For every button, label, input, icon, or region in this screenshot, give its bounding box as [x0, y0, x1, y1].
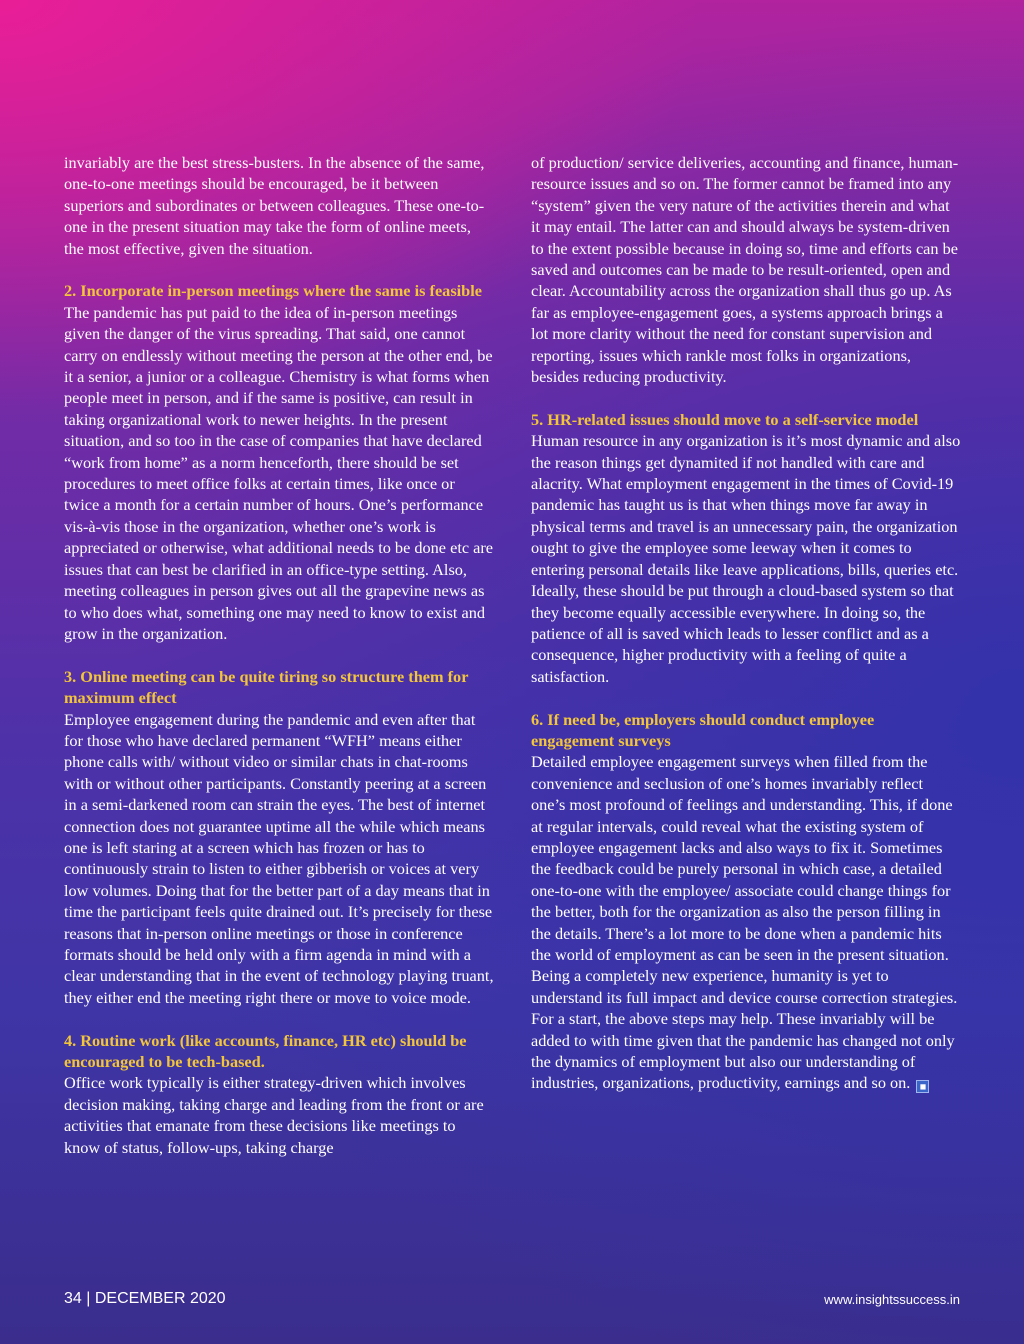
paragraph-intro: invariably are the best stress-busters. In the absence of the same, one-to-one meetings should be encouraged, be it between superiors and subordinates or between colleagues. These one-to-one in the present situation may take the form of online meets, the most effective, given the situation. [64, 153, 485, 258]
paragraph-point-5: Human resource in any organization is it’s most dynamic and also the reason things get dynamited if not handled with care and alacrity. What employment engagement in the times of Covid-19 pandemic has taught us is that when things move far away in physical terms and travel is an unnecessary pain, the organization ought to give the employee some leeway when it comes to entering personal details like leave applications, bills, queries etc. Ideally, these should be put through a cloud-based system so that they become equally accessible everywhere. In doing so, the patience of all is saved which leads to lesser conflict and as a consequence, higher productivity with a feeling of quite a satisfaction. [531, 431, 961, 686]
heading-point-6: 6. If need be, employers should conduct employee engagement surveys [531, 709, 875, 750]
left-column [64, 152, 494, 1158]
heading-point-3: 3. Online meeting can be quite tiring so structure them for maximum effect [64, 666, 469, 708]
paragraph-continued: of production/ service deliveries, accounting and finance, human-resource issues and so on. The former cannot be framed into any “system” given the very nature of the activities therein and what it may entail. The latter can and should always be system-driven to the extent possible because in doing so, time and efforts can be saved and outcomes can be made to be result-oriented, open and clear. Accountability across the organization shall thus go up. As far as employee-engagement goes, a systems approach brings a lot more clarity without the need for constant supervision and reporting, issues which rankle most folks in organizations, besides reducing productivity. [531, 153, 959, 387]
paragraph-point-3: Employee engagement during the pandemic and even after that for those who have declared permanent “WFH” means either phone calls with/ without video or similar chats in chat-rooms with or without other participants. Constantly peering at a screen in a semi-darkened room can strain the eyes. The best of internet connection does not guarantee uptime all the while which means one is left staring at a screen which has frozen or has to continuously strain to listen to either gibberish or voices at very low volumes. Doing that for the better part of a day means that in time the participant feels quite drained out. It’s precisely for these reasons that in-person online meetings or those in conference formats should be held only with a firm agenda in mind with a clear understanding that in the event of technology playing truant, they either end the meeting right there or move to voice mode. [64, 709, 494, 1007]
paragraph-point-4: Office work typically is either strategy-driven which involves decision making, taking charge and leading from the front or are activities that emanate from these decisions like meetings to know of status, follow-ups, taking charge [64, 1073, 484, 1157]
paragraph-point-2: The pandemic has put paid to the idea of in-person meetings given the danger of the virus spreading. That said, one cannot carry on endlessly without meeting the person at the other end, be it a senior, a junior or a colleague. Chemistry is what forms when people meet in person, and if the same is positive, can result in taking organizational work to newer heights. In the present situation, and so too in the case of companies that have declared “work from home” as a norm henceforth, there should be set procedures to meet office folks at certain times, like once or twice a month for a certain number of hours. One’s performance vis-à-vis those in the organization, whether one’s work is appreciated or otherwise, what additional needs to be done etc are issues that can best be clarified in an office-type setting. Also, meeting colleagues in person gives out all the grapevine news as to who does what, something one may need to know to exist and grow in the organization. [64, 302, 494, 643]
heading-point-4: 4. Routine work (like accounts, finance, HR etc) should be encouraged to be tech-based. [64, 1030, 467, 1072]
right-column [531, 152, 961, 1094]
page-number: 34 | DECEMBER 2020 [64, 1290, 226, 1307]
heading-point-2: 2. Incorporate in-person meetings where the same is feasible [64, 281, 482, 301]
paragraph-point-6-wrap [531, 751, 961, 1094]
website-link: www.insightssuccess.in [824, 1292, 960, 1307]
end-of-article-icon: ◼ [916, 1080, 929, 1093]
heading-point-5: 5. HR-related issues should move to a self-service model [531, 409, 919, 429]
paragraph-point-6: Detailed employee engagement surveys when filled from the convenience and seclusion of one’s homes invariably reflect one’s most profound of feelings and understanding. This, if done at regular intervals, could reveal what the existing system of employee engagement lacks and also ways to fix it. Sometimes the feedback could be purely personal in which case, a detailed one-to-one with the employee/ associate could change things for the better, both for the organization as also the person filling in the details. There’s a lot more to be done when a pandemic hits the world of employment as can be seen in the present situation. Being a completely new experience, humanity is yet to understand its full impact and device course correction strategies. For a start, the above steps may help. These invariably will be added to with time given that the pandemic has changed not only the dynamics of employment but also our understanding of industries, organizations, productivity, earnings and so on. [531, 752, 958, 1093]
